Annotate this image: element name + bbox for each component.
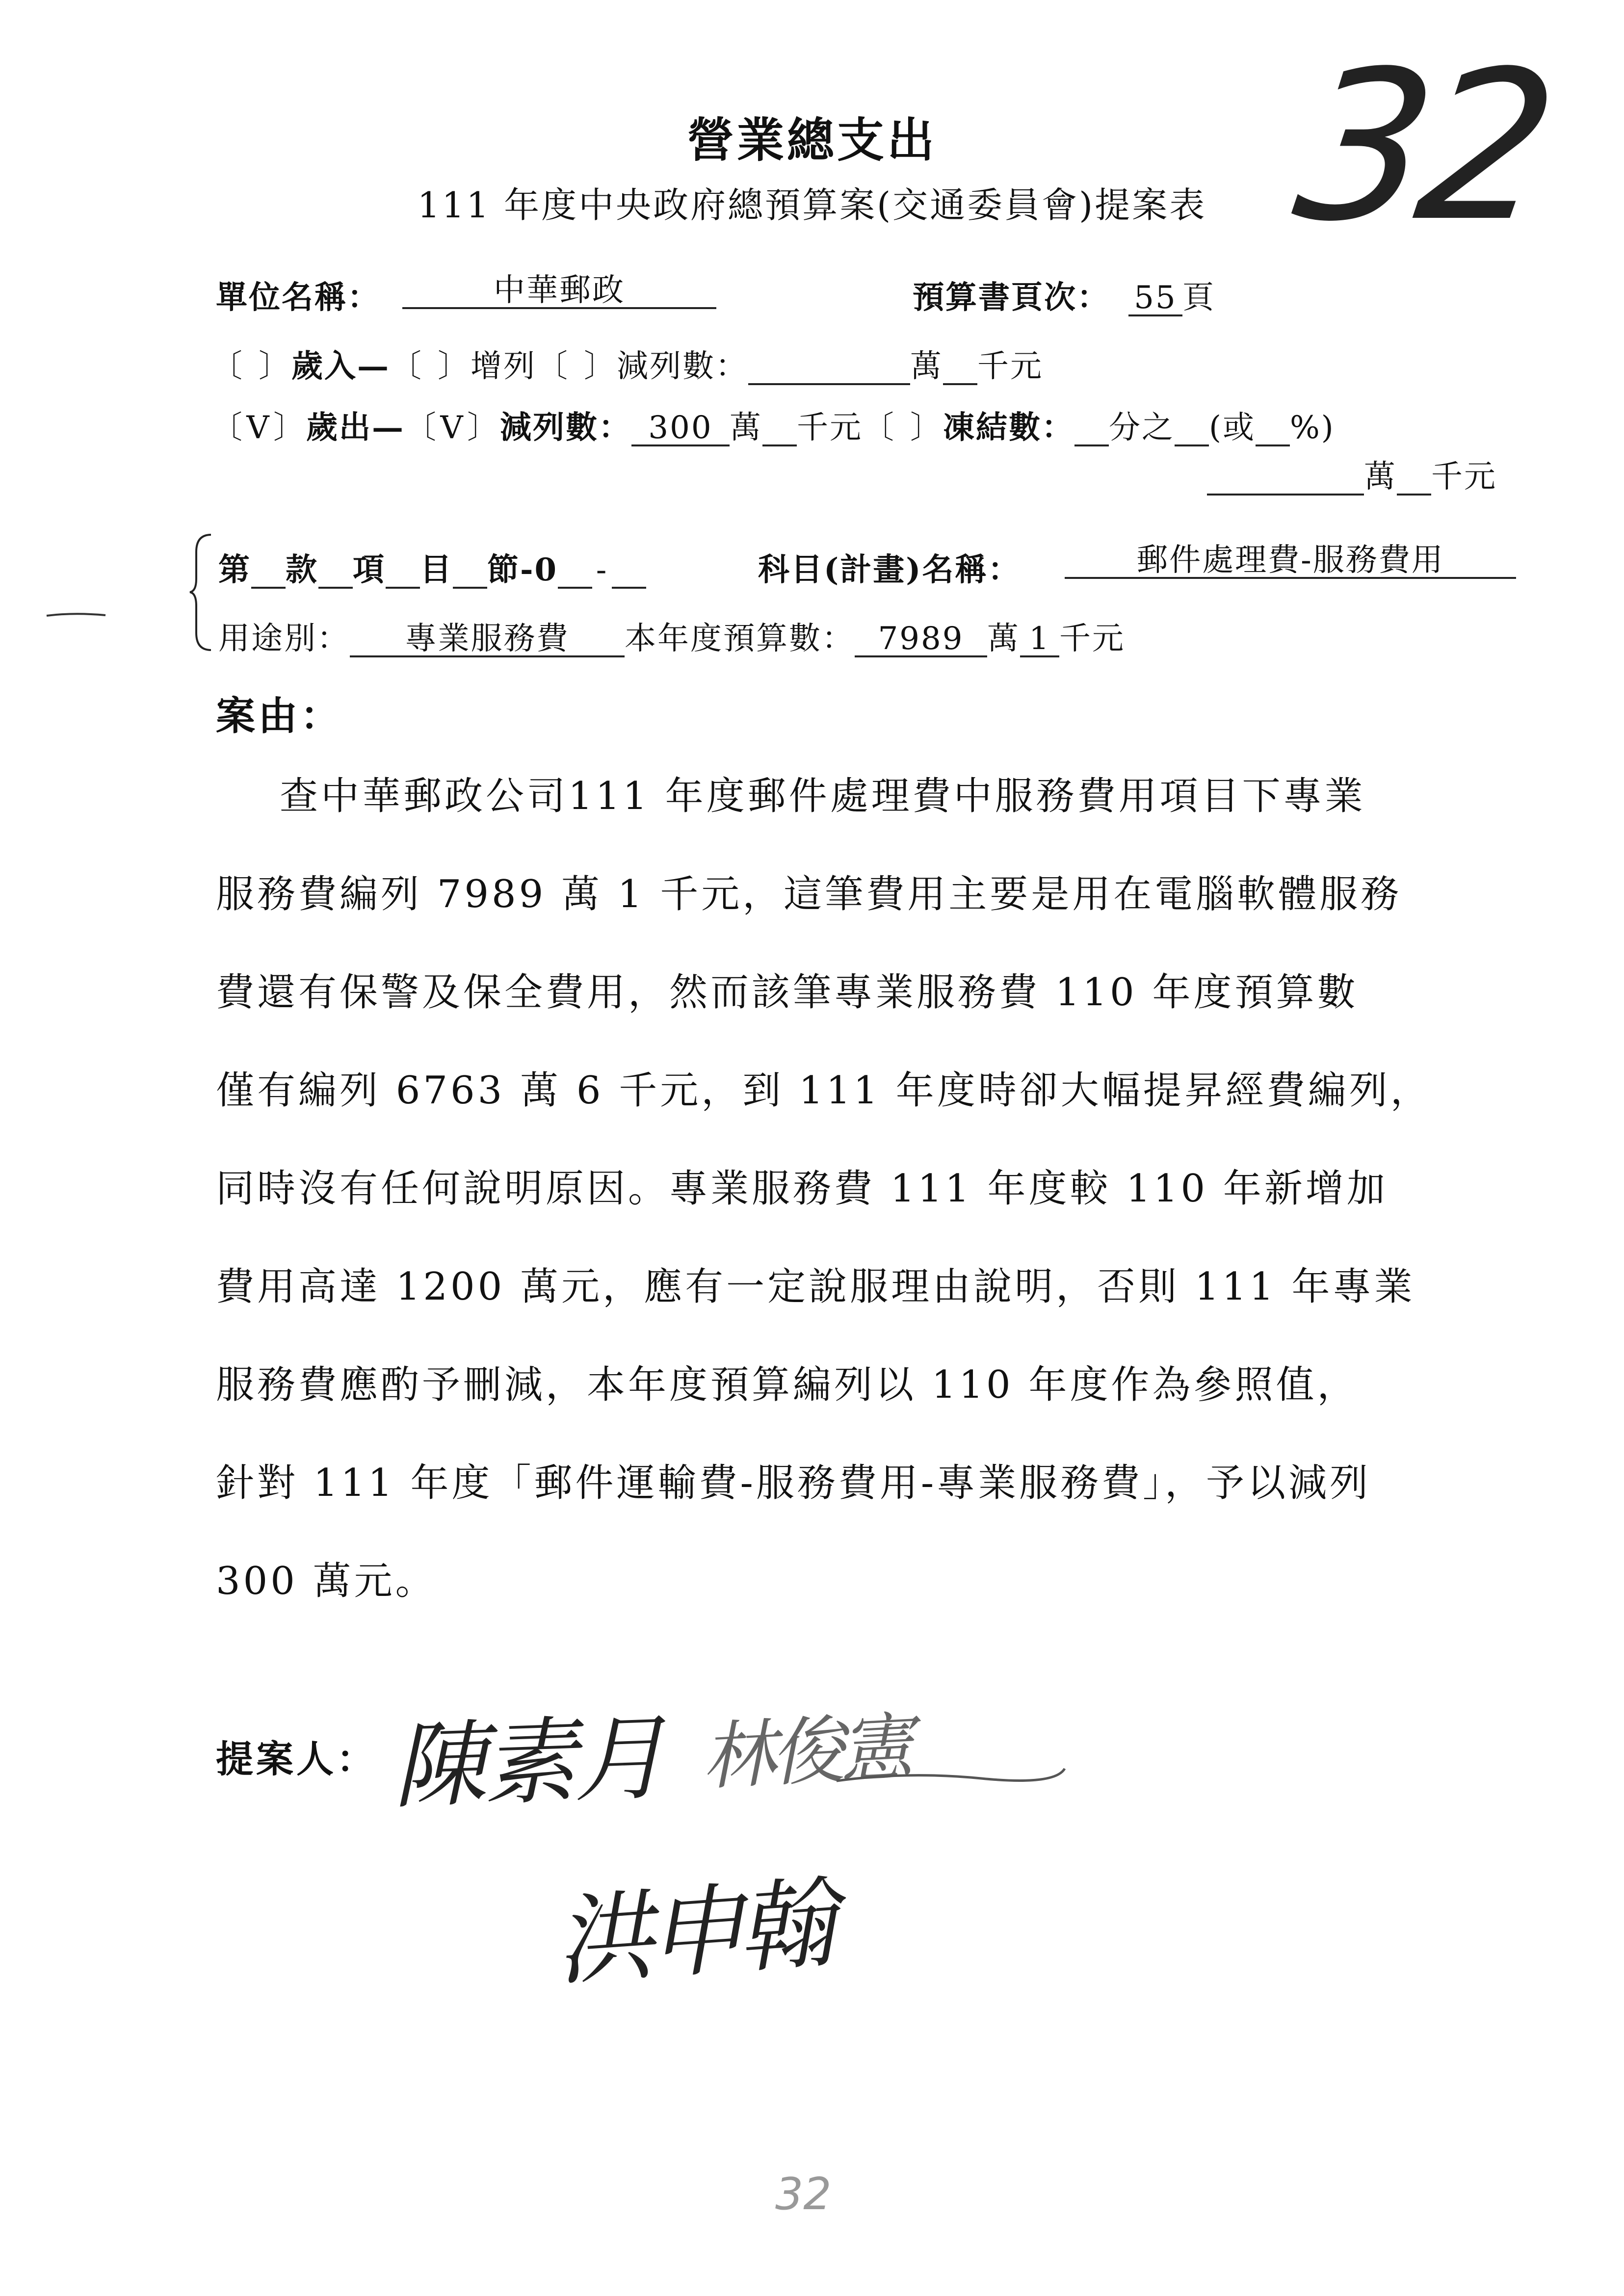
increase-label: 增列 <box>471 348 536 385</box>
reason-line: 同時沒有任何說明原因。專業服務費 111 年度較 110 年新增加 <box>216 1167 1388 1211</box>
document-subtitle: 111 年度中央政府總預算案(交通委員會)提案表 <box>417 184 1207 226</box>
revenue-qian: 千元 <box>977 348 1043 385</box>
item-bracket <box>189 532 213 652</box>
reason-line: 服務費應酌予刪減，本年度預算編列以 110 年度作為參照值， <box>216 1363 1359 1407</box>
expense-decrease-checkbox-open: 〔 <box>405 410 438 446</box>
reason-line: 費還有保警及保全費用，然而該筆專業服務費 110 年度預算數 <box>216 970 1359 1015</box>
unit-field <box>402 272 716 309</box>
footer-handwritten-mark: 32 <box>775 2168 832 2220</box>
budget-page-label: 預算書頁次： <box>913 279 1110 316</box>
margin-dash-mark <box>44 608 108 623</box>
item-xiang: 項 <box>353 551 386 588</box>
document-title: 營業總支出 <box>687 112 937 168</box>
item-mu: 目 <box>420 551 453 588</box>
expense-qian: 千元 <box>797 410 863 446</box>
item-dash: - <box>596 552 608 588</box>
signature: 林俊憲 <box>700 1704 911 1800</box>
freeze-fenzhi: 分之 <box>1109 410 1175 446</box>
handwritten-page-number: 32 <box>1283 27 1560 267</box>
item-jie: 節-0 <box>487 551 558 588</box>
freeze-checkbox-open: 〔 <box>863 410 895 446</box>
expense-checkbox-open: 〔 <box>211 410 244 446</box>
budget-qian: 千元 <box>1059 621 1125 657</box>
freeze-huo: (或 <box>1209 410 1256 446</box>
reason-line: 針對 111 年度「郵件運輸費-服務費用-專業服務費」，予以減列 <box>216 1461 1371 1505</box>
budget-qian-value: 1 <box>1020 623 1059 657</box>
decrease-checkbox-open: 〔 <box>536 348 569 385</box>
use-label: 用途別： <box>218 621 350 657</box>
freeze-checkbox-close: 〕 <box>910 410 943 446</box>
reason-line: 僅有編列 6763 萬 6 千元，到 111 年度時卻大幅提昇經費編列， <box>216 1069 1432 1113</box>
budget-label: 本年度預算數： <box>625 621 855 657</box>
revenue-checkbox-close: 〕 <box>259 348 291 385</box>
signature: 陳素月 <box>391 1703 666 1822</box>
revenue-decrease-label: 減列數： <box>617 348 748 385</box>
expense-checkbox-mark: V <box>246 410 271 446</box>
item-di: 第 <box>218 551 251 588</box>
reason-line: 查中華郵政公司111 年度郵件處理費中服務費用項目下專業 <box>280 774 1366 818</box>
freeze-wan: 萬 <box>1364 459 1397 495</box>
item-row <box>218 545 646 590</box>
use-row <box>218 613 1125 658</box>
revenue-wan: 萬 <box>910 348 943 385</box>
increase-checkbox-open: 〔 <box>390 348 423 385</box>
use-value: 專業服務費 <box>350 623 625 657</box>
reason-line: 費用高達 1200 萬元，應有一定說服理由說明，否則 111 年專業 <box>216 1265 1415 1309</box>
reason-line: 服務費編列 7989 萬 1 千元，這筆費用主要是用在電腦軟體服務 <box>216 872 1402 916</box>
budget-page-suffix: 頁 <box>1182 280 1215 316</box>
unit-value: 中華郵政 <box>402 274 716 309</box>
expense-decrease-checkbox-mark: V <box>440 410 465 446</box>
signature-flourish <box>834 1761 1070 1791</box>
expense-decrease-label: 減列數： <box>500 409 631 446</box>
expense-row <box>211 402 1335 447</box>
subject-field <box>1065 542 1516 579</box>
revenue-checkbox-open: 〔 <box>211 348 244 385</box>
unit-label: 單位名稱： <box>216 279 380 316</box>
item-kuan: 款 <box>286 551 318 588</box>
proposer-label: 提案人： <box>216 1737 377 1781</box>
revenue-row <box>211 341 1043 386</box>
freeze-amount-row <box>1207 451 1497 496</box>
subject-value: 郵件處理費-服務費用 <box>1065 544 1516 579</box>
expense-checkbox-close: 〕 <box>273 410 306 446</box>
freeze-percent: %) <box>1289 410 1335 446</box>
reason-heading: 案由： <box>216 693 342 739</box>
subject-label: 科目(計畫)名稱： <box>758 551 1021 588</box>
budget-wan: 萬 <box>987 621 1020 657</box>
freeze-qian: 千元 <box>1431 459 1497 495</box>
expense-decrease-value: 300 <box>631 412 730 446</box>
expense-label: 歲出— <box>306 409 405 446</box>
freeze-label: 凍結數： <box>943 409 1074 446</box>
increase-checkbox-close: 〕 <box>438 348 471 385</box>
reason-line: 300 萬元。 <box>216 1559 437 1603</box>
budget-page-field <box>1128 272 1215 317</box>
budget-wan-value: 7989 <box>855 623 987 657</box>
decrease-checkbox-close: 〕 <box>584 348 617 385</box>
budget-page-value: 55 <box>1128 282 1182 316</box>
expense-wan: 萬 <box>730 410 762 446</box>
signature: 洪申翰 <box>551 1866 833 2000</box>
expense-decrease-checkbox-close: 〕 <box>467 410 500 446</box>
revenue-label: 歲入— <box>291 348 390 385</box>
